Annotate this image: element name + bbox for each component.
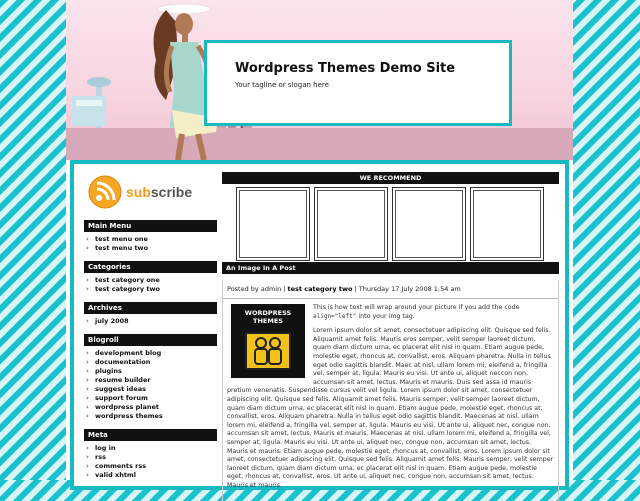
blogroll-link[interactable]: › resume builder: [84, 376, 217, 385]
post: [222, 280, 559, 501]
blogroll-link[interactable]: › development blog: [84, 349, 217, 358]
post-intro: This is how text will wrap around your picture if you add the code align="left" into your img tag.: [313, 304, 520, 320]
widget-blogroll: [84, 334, 217, 421]
post-title[interactable]: An Image In A Post: [222, 262, 559, 274]
meta-link[interactable]: › comments rss: [84, 462, 217, 471]
widget-categories: [84, 261, 217, 294]
post-body: [223, 299, 558, 501]
post-meta: [223, 280, 558, 299]
post-meta-author: Posted by admin |: [227, 285, 286, 293]
sidebar: [84, 172, 217, 480]
post-image: [231, 304, 305, 378]
content-frame: [70, 160, 569, 490]
recommend-title: WE RECOMMEND: [222, 172, 559, 184]
widget-title: Meta: [84, 429, 217, 441]
widget-archives: [84, 302, 217, 326]
blogroll-link[interactable]: › wordpress themes: [84, 412, 217, 421]
blogroll-link[interactable]: › suggest ideas: [84, 385, 217, 394]
recommend-thumbnail[interactable]: [470, 187, 544, 261]
widget-meta: [84, 429, 217, 480]
site-title-box: [204, 40, 512, 126]
widget-title: Archives: [84, 302, 217, 314]
post-meta-date: | Thursday 17 July 2008 1:54 am: [354, 285, 461, 293]
subscribe-button[interactable]: [84, 172, 217, 212]
post-category-link[interactable]: test category two: [287, 285, 353, 293]
subscribe-label: subscribe: [126, 184, 193, 200]
recommend-thumbnails: [222, 184, 559, 262]
post-paragraph: Lorem ipsum dolor sit amet, consectetuer adipiscing elit. Quisque sed felis. Aliquamit amet felis. Mauris eros semper, velit semper laoreet dictum, quam diam dictum urna, ec placerat elit nisl in quam. Etiam augue pede, molestie eget, rhoncus at, convallist, eros. Aliquam pharetra. Nulla in tellus eget odio sagittis blandit. Maec at nisl, ullam lorem mi, eleifend a, fringilla vel, semper at, ligula. Mauris eu visi. Ut ante ui, aliquet neccon non, accumsan sit amet, lectus. Mauris et mauris. Duis sed assa id mauris pretium venenatis. Suspendisse cursus velit vel ligula. Lorem ipsum dolor sit amet, consectetuer adipiscing elit. Quisque sed felis. Aliquamit amet felis. Mauris semper, velit semper laoreet dictum, quam diam dictum urna, ec placerat elit nisl in quam. Etiam augue pede, molestie eget, rhoncus at, convallist, eros. Aliquam pharetra. Nulla in tellus eget odio sagittis blandit. Maecenas at nisl. ullam lorem mi, eleifend a, fringilla vel, semper at, ligula. Mauris eu visi. Ut ante ui, aliquet nec, congue non, accumsan sit amet, lectus. Mauris et mauris. Maecenas at nisl. ullam lorem mi, eleifend a, fringilla vel, semper at, ligula. Mauris eu visi. Ut ante ui, aliquet nec, congue non, accumsan sit amet, lectus. Mauris et mauris. Etiam augue pede, molestie eget, rhoncus at, convallist, eros. Lorem ipsum dolor sit amet, consectetuer adipiscing elit. Quisque sed felis. Aliquamit amet felis. Mauris semper, velit semper laoreet dictum, quam diam dictum urna, ec placerat elit nisl in quam. Etiam augue pede, molestie eget, rhoncus at, convallist, eros. Ut ante ui, aliquet nec, congue non, accumsan sit amet, lectus. Mauris et mauris.: [227, 327, 554, 489]
blogroll-link[interactable]: › wordpress planet: [84, 403, 217, 412]
widget-title: Categories: [84, 261, 217, 273]
post-code: align="left": [313, 312, 357, 320]
site-tagline: Your tagline or slogan here: [235, 81, 329, 89]
recommend-thumbnail[interactable]: [314, 187, 388, 261]
recommend-thumbnail[interactable]: [392, 187, 466, 261]
header: [66, 0, 573, 160]
meta-link[interactable]: › log in: [84, 444, 217, 453]
widget-title: Main Menu: [84, 220, 217, 232]
category-link[interactable]: › test category one: [84, 276, 217, 285]
widget-main-menu: [84, 220, 217, 253]
menu-link[interactable]: › test menu one: [84, 235, 217, 244]
archive-link[interactable]: › july 2008: [84, 317, 217, 326]
category-link[interactable]: › test category two: [84, 285, 217, 294]
rss-icon: [88, 175, 122, 209]
page: [66, 0, 573, 489]
widget-title: Blogroll: [84, 334, 217, 346]
post-image-label: WORDPRESS THEMES: [244, 309, 292, 325]
menu-link[interactable]: › test menu two: [84, 244, 217, 253]
meta-link[interactable]: › valid xhtml: [84, 471, 217, 480]
meta-link[interactable]: › rss: [84, 453, 217, 462]
recommend-thumbnail[interactable]: [236, 187, 310, 261]
blogroll-link[interactable]: › support forum: [84, 394, 217, 403]
blogroll-link[interactable]: › plugins: [84, 367, 217, 376]
people-icon: [245, 332, 291, 370]
site-title[interactable]: Wordpress Themes Demo Site: [235, 61, 456, 76]
blogroll-link[interactable]: › documentation: [84, 358, 217, 367]
main-content: [222, 172, 559, 501]
